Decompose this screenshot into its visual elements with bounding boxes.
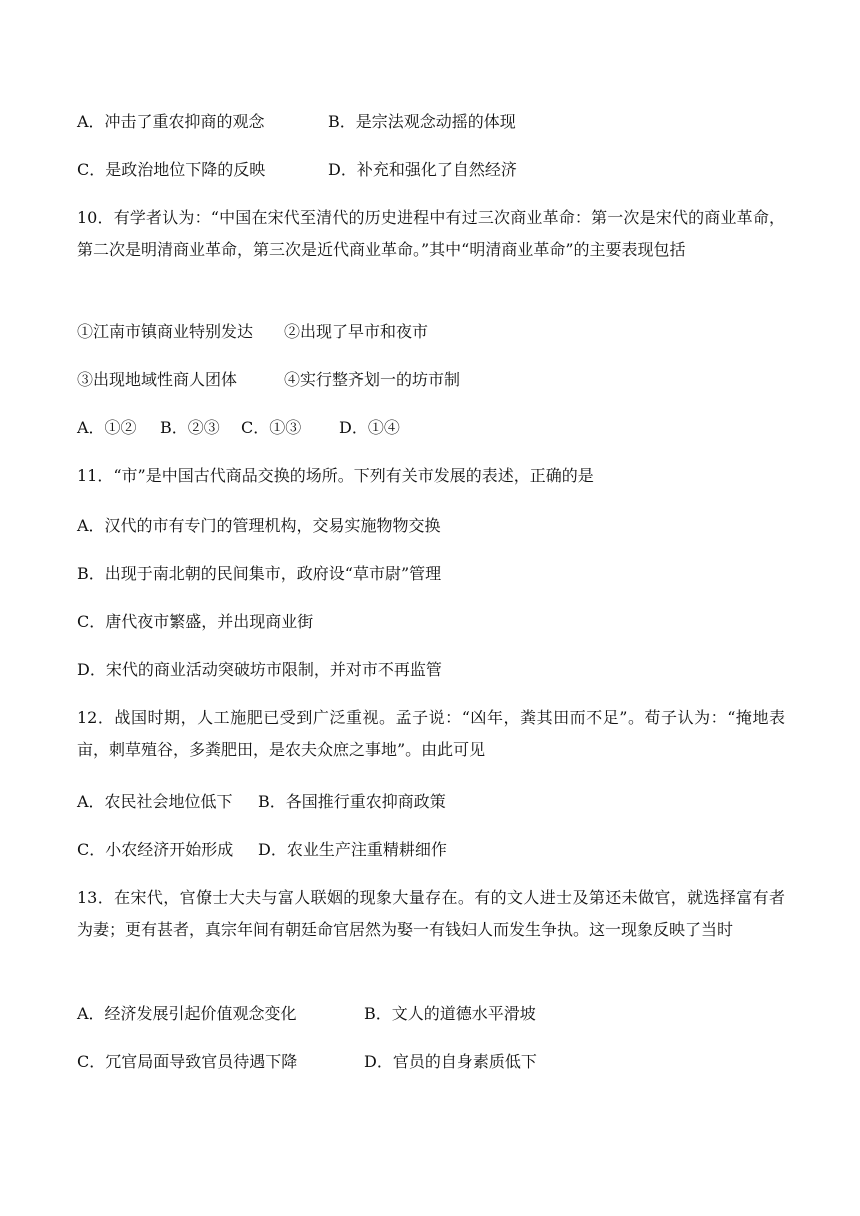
q12-stem: 12．战国时期，人工施肥已受到广泛重视。孟子说：“凶年，粪其田而不足”。荀子认为：“掩地表亩，刺草殖谷，多粪肥田，是农夫众庶之事地”。由此可见 [77,708,785,759]
q10-item-3: ③出现地域性商人团体 [77,370,238,389]
q13-stem: 13．在宋代，官僚士大夫与富人联姻的现象大量存在。有的文人进士及第还未做官，就选择富有者为妻；更有甚者，真宗年间有朝廷命官居然为娶一有钱妇人而发生争执。这一现象反映了当时 [77,888,785,939]
q12-option-d: D．农业生产注重精耕细作 [258,840,447,859]
q10-option-b: B．②③ [160,418,220,437]
q11-option-a: A．汉代的市有专门的管理机构，交易实施物物交换 [77,516,441,535]
q10-item-1: ①江南市镇商业特别发达 [77,322,254,341]
q10-item-2: ②出现了早市和夜市 [284,322,429,341]
q10-option-a: A．①② [77,418,137,437]
q10-option-d: D．①④ [339,418,400,437]
q9-option-a: A．冲击了重农抑商的观念 [77,112,265,131]
q12-option-b: B．各国推行重农抑商政策 [258,792,446,811]
q11-stem: 11．“市”是中国古代商品交换的场所。下列有关市发展的表述，正确的是 [77,466,594,485]
q9-option-c: C．是政治地位下降的反映 [77,160,266,179]
q12-option-c: C．小农经济开始形成 [77,840,234,859]
q11-option-c: C．唐代夜市繁盛，并出现商业街 [77,612,314,631]
q9-option-b: B．是宗法观念动摇的体现 [328,112,516,131]
q9-option-d: D．补充和强化了自然经济 [328,160,517,179]
q10-stem: 10．有学者认为：“中国在宋代至清代的历史进程中有过三次商业革命：第一次是宋代的商业革命，第二次是明清商业革命，第三次是近代商业革命。”其中“明清商业革命”的主要表现包括 [77,208,785,259]
q11-option-d: D．宋代的商业活动突破坊市限制，并对市不再监管 [77,660,442,679]
q12-option-a: A．农民社会地位低下 [77,792,233,811]
q13-option-c: C．冗官局面导致官员待遇下降 [77,1052,298,1071]
q13-option-a: A．经济发展引起价值观念变化 [77,1004,297,1023]
q10-option-c: C．①③ [241,418,302,437]
q10-item-4: ④实行整齐划一的坊市制 [284,370,461,389]
q11-option-b: B．出现于南北朝的民间集市，政府设“草市尉”管理 [77,564,442,583]
q13-option-d: D．官员的自身素质低下 [364,1052,537,1071]
q13-option-b: B．文人的道德水平滑坡 [364,1004,536,1023]
